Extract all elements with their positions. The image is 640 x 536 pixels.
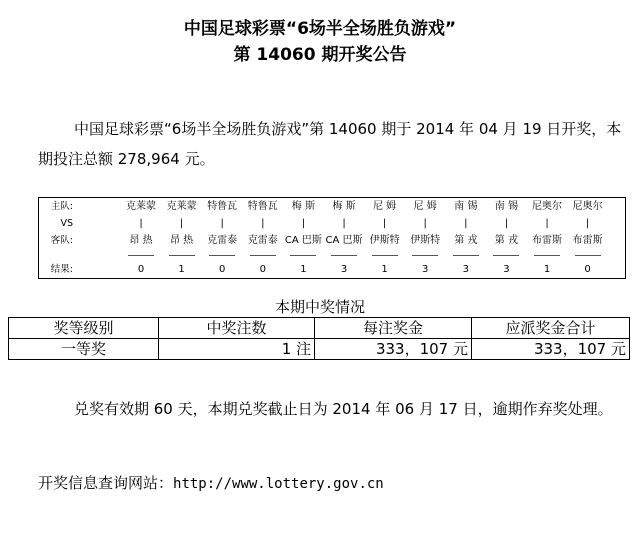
match-result: 0 bbox=[584, 264, 591, 275]
home-team: 尼奥尔 bbox=[572, 201, 603, 212]
away-label: 客队: bbox=[50, 235, 73, 246]
prize-per-bet: 333，107 元 bbox=[315, 339, 472, 360]
home-team: 特鲁瓦 bbox=[207, 201, 238, 212]
home-team: 梅 斯 bbox=[291, 201, 315, 212]
vs-mark: | bbox=[585, 218, 590, 229]
header-total: 应派奖金合计 bbox=[472, 318, 630, 339]
match-result: 1 bbox=[300, 264, 307, 275]
prize-count: 1 注 bbox=[159, 339, 315, 360]
prize-total: 333，107 元 bbox=[472, 339, 630, 360]
prize-section-title: 本期中奖情况 bbox=[274, 298, 365, 316]
away-team: 伊斯特 bbox=[369, 235, 400, 246]
website-label: 开奖信息查询网站： bbox=[38, 474, 174, 492]
away-team: 第 戎 bbox=[494, 235, 518, 246]
separator-line bbox=[412, 255, 438, 256]
website-line bbox=[38, 472, 384, 493]
match-result: 1 bbox=[543, 264, 551, 275]
match-result: 3 bbox=[462, 264, 469, 275]
result-row bbox=[39, 261, 625, 278]
vs-mark: | bbox=[261, 218, 265, 229]
vs-mark: | bbox=[139, 218, 143, 229]
page-title: 中国足球彩票“6场半全场胜负游戏” bbox=[183, 19, 457, 39]
separator-line bbox=[290, 255, 316, 256]
away-team: CA 巴斯 bbox=[284, 235, 322, 246]
away-team: 昂 热 bbox=[170, 235, 194, 246]
match-result: 3 bbox=[422, 264, 429, 275]
vs-mark: | bbox=[504, 218, 509, 229]
away-team: 第 戎 bbox=[454, 235, 478, 246]
separator-line bbox=[372, 255, 398, 256]
home-team: 尼奥尔 bbox=[532, 201, 562, 212]
home-team: 特鲁瓦 bbox=[247, 201, 278, 212]
separator-line bbox=[250, 255, 276, 256]
separator-line bbox=[453, 255, 479, 256]
home-team: 梅 斯 bbox=[332, 201, 356, 212]
vs-mark: | bbox=[545, 218, 549, 229]
match-result: 3 bbox=[503, 264, 510, 275]
separator-line bbox=[493, 255, 519, 256]
vs-row bbox=[39, 215, 625, 232]
page-subtitle: 第 14060 期开奖公告 bbox=[233, 45, 407, 65]
separator-line bbox=[169, 255, 195, 256]
vs-mark: | bbox=[342, 218, 346, 229]
separator-line bbox=[128, 255, 154, 256]
match-table bbox=[38, 197, 626, 279]
home-team: 南 锡 bbox=[494, 201, 518, 212]
result-label: 结果: bbox=[50, 264, 73, 275]
separator-line bbox=[209, 255, 235, 256]
away-row bbox=[39, 232, 625, 249]
home-team: 克莱蒙 bbox=[166, 201, 197, 212]
separator-line bbox=[534, 255, 560, 256]
match-result: 0 bbox=[259, 264, 266, 275]
away-team: 昂 热 bbox=[129, 235, 153, 246]
separator-line bbox=[575, 255, 601, 256]
validity-paragraph: 兑奖有效期 60 天，本期兑奖截止日为 2014 年 06 月 17 日，逾期作弃奖处理。 bbox=[74, 400, 613, 418]
match-result: 1 bbox=[178, 264, 185, 275]
vs-mark: | bbox=[464, 218, 468, 229]
separator-line bbox=[331, 255, 357, 256]
vs-mark: | bbox=[301, 218, 306, 229]
match-result: 0 bbox=[137, 264, 145, 275]
match-result: 3 bbox=[340, 264, 348, 275]
vs-mark: | bbox=[179, 218, 184, 229]
home-team: 尼 姆 bbox=[373, 201, 397, 212]
vs-label: VS bbox=[60, 218, 73, 229]
prize-row bbox=[9, 339, 630, 360]
home-label: 主队: bbox=[50, 201, 73, 212]
home-team: 南 锡 bbox=[454, 201, 478, 212]
home-team: 克莱蒙 bbox=[126, 201, 156, 212]
away-team: 布雷斯 bbox=[532, 235, 562, 246]
header-level: 奖等级别 bbox=[9, 318, 159, 339]
away-team: 伊斯特 bbox=[410, 235, 441, 246]
vs-mark: | bbox=[423, 218, 427, 229]
header-count: 中奖注数 bbox=[159, 318, 315, 339]
prize-header-row bbox=[9, 318, 630, 339]
vs-mark: | bbox=[382, 218, 387, 229]
home-team: 尼 姆 bbox=[413, 201, 437, 212]
match-result: 0 bbox=[219, 264, 226, 275]
away-team: 克雷泰 bbox=[207, 235, 238, 246]
away-team: CA 巴斯 bbox=[325, 235, 363, 246]
home-row bbox=[39, 198, 625, 215]
prize-table bbox=[8, 317, 630, 360]
match-result: 1 bbox=[381, 264, 388, 275]
vs-mark: | bbox=[220, 218, 224, 229]
away-team: 布雷斯 bbox=[572, 235, 603, 246]
intro-paragraph: 中国足球彩票“6场半全场胜负游戏”第 14060 期于 2014 年 04 月 19 日开奖，本期投注总额 278,964 元。 bbox=[38, 120, 622, 168]
header-per-bet: 每注奖金 bbox=[315, 318, 472, 339]
website-link[interactable]: http://www.lottery.gov.cn bbox=[173, 476, 384, 492]
prize-level: 一等奖 bbox=[9, 339, 159, 360]
away-team: 克雷泰 bbox=[247, 235, 278, 246]
